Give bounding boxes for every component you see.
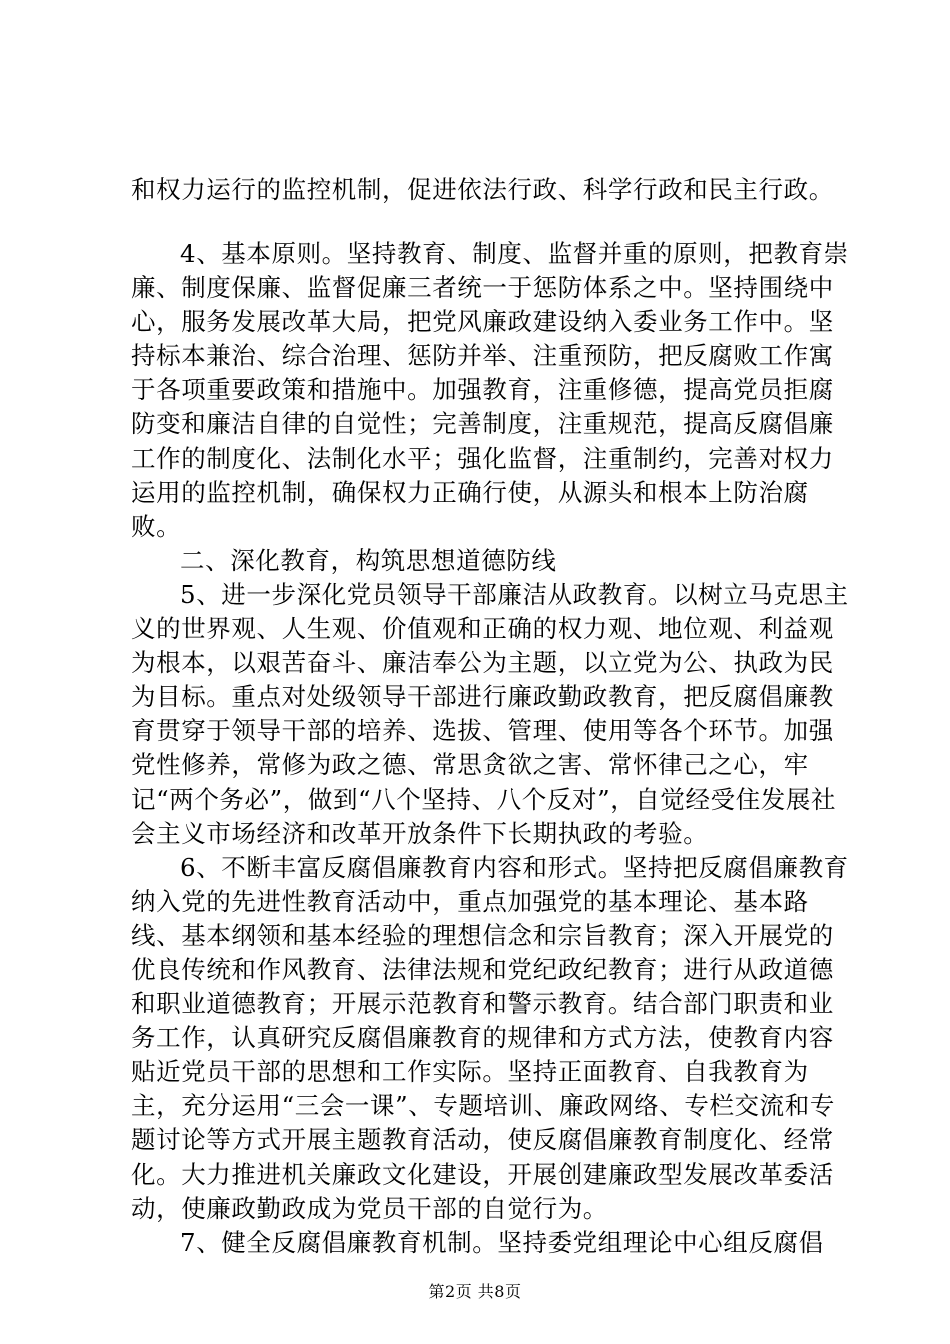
continuation-line: 和权力运行的监控机制，促进依法行政、科学行政和民主行政。	[131, 175, 834, 204]
page-number-label: 第2页 共8页	[428, 1282, 522, 1301]
section-heading-education: 二、深化教育，构筑思想道德防线	[180, 545, 557, 575]
paragraph-item-5: 5、进一步深化党员领导干部廉洁从政教育。以树立马克思主义的世界观、人生观、价值观和正确的权力观、地位观、利益观为根本，以艰苦奋斗、廉洁奉公为主题，以立党为公、执政为民为目标。重点对处级领导干部进行廉政勤政教育，把反腐倡廉教育贯穿于领导干部的培养、选拔、管理、使用等各个环节。加强党性修养，常修为政之德、常思贪欲之害、常怀律己之心，牢记“两个务必”，做到“八个坚持、八个反对”，自觉经受住发展社会主义市场经济和改革开放条件下长期执政的考验。	[131, 579, 849, 848]
continuation-text	[131, 173, 851, 207]
paragraph-basic-principles: 4、基本原则。坚持教育、制度、监督并重的原则，把教育崇廉、制度保廉、监督促廉三者统一于惩防体系之中。坚持围绕中心，服务发展改革大局，把党风廉政建设纳入委业务工作中。坚持标本兼治、综合治理、惩防并举、注重预防，把反腐败工作寓于各项重要政策和措施中。加强教育，注重修德，提高党员拒腐防变和廉洁自律的自觉性；完善制度，注重规范，提高反腐倡廉工作的制度化、法制化水平；强化监督，注重制约，完善对权力运用的监控机制，确保权力正确行使，从源头和根本上防治腐败。	[131, 239, 849, 541]
page-footer	[0, 1282, 950, 1302]
paragraph-item-6: 6、不断丰富反腐倡廉教育内容和形式。坚持把反腐倡廉教育纳入党的先进性教育活动中，重点加强党的基本理论、基本路线、基本纲领和基本经验的理想信念和宗旨教育；深入开展党的优良传统和作风教育、法律法规和党纪政纪教育；进行从政道德和职业道德教育；开展示范教育和警示教育。结合部门职责和业务工作，认真研究反腐倡廉教育的规律和方式方法，使教育内容贴近党员干部的思想和工作实际。坚持正面教育、自我教育为主，充分运用“三会一课”、专题培训、廉政网络、专栏交流和专题讨论等方式开展主题教育活动，使反腐倡廉教育制度化、经常化。大力推进机关廉政文化建设，开展创建廉政型发展改革委活动，使廉政勤政成为党员干部的自觉行为。	[131, 852, 849, 1223]
paragraph-item-7: 7、健全反腐倡廉教育机制。坚持委党组理论中心组反腐倡	[180, 1227, 824, 1257]
document-body	[131, 237, 851, 1260]
